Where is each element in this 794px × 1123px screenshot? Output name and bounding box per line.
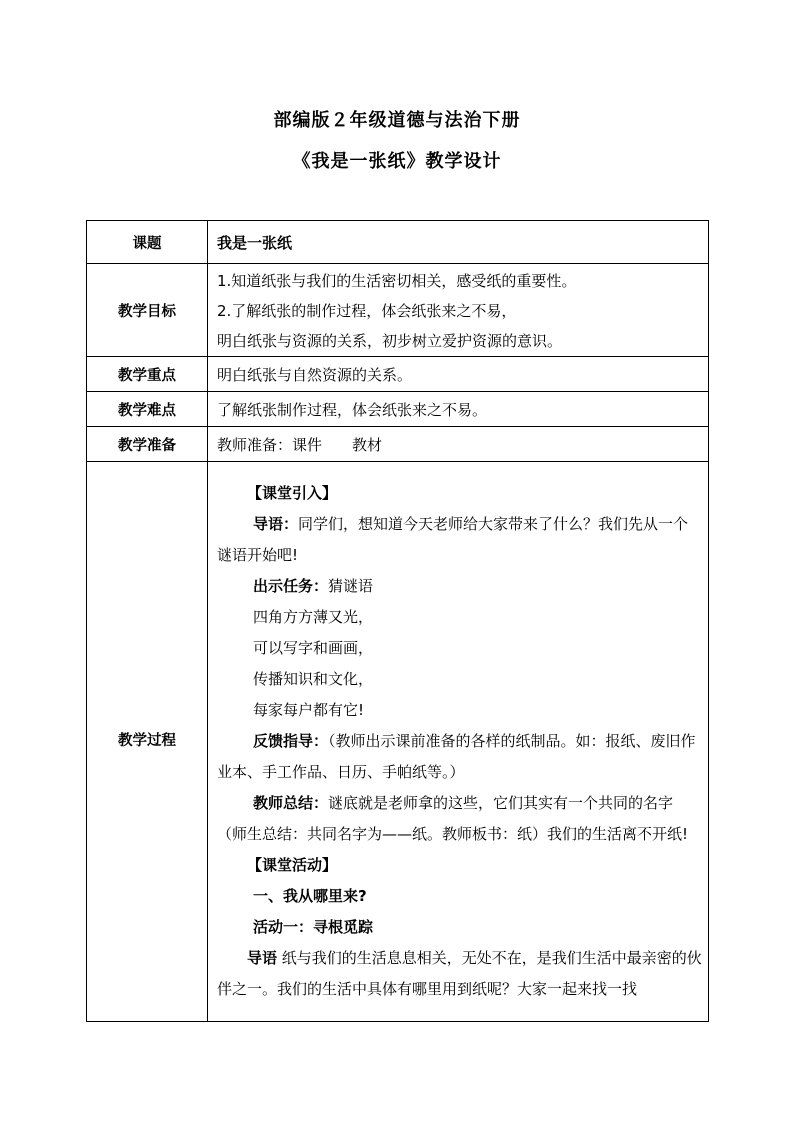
summary-text: 谜底就是老师拿的这些，它们其实有一个共同的名字（师生总结：共同名字为——纸。教师板书：纸）我们的生活离不开纸! bbox=[217, 794, 689, 843]
goal-line: 明白纸张与资源的关系，初步树立爱护资源的意识。 bbox=[217, 332, 563, 350]
activity-heading: 【课堂活动】 bbox=[247, 856, 338, 874]
task-text: 猜谜语 bbox=[328, 577, 374, 595]
lesson-plan-table bbox=[86, 220, 709, 1022]
guide-text: 同学们，想知道今天老师给大家带来了什么？我们先从一个谜语开始吧! bbox=[217, 515, 689, 564]
table-row-difficulty bbox=[87, 392, 709, 427]
guide2-text: 纸与我们的生活息息相关，无处不在，是我们生活中最亲密的伙伴之一。我们的生活中具体有哪里用到纸呢？大家一起来找一找 bbox=[217, 949, 702, 998]
summary-paragraph bbox=[217, 788, 702, 850]
task-paragraph bbox=[217, 571, 702, 602]
riddle-line: 每家每户都有它! bbox=[253, 701, 365, 719]
table-row-goals bbox=[87, 264, 709, 357]
guide-paragraph bbox=[217, 509, 702, 571]
guide2-paragraph bbox=[217, 943, 702, 1005]
goals-label: 教学目标 bbox=[87, 264, 208, 357]
table-row-preparation bbox=[87, 427, 709, 462]
feedback-text: （教师出示课前准备的各样的纸制品。如：报纸、废旧作业本、手工作品、日历、手帕纸等。） bbox=[217, 732, 696, 781]
process-content bbox=[208, 462, 709, 1022]
document-subtitle: 《我是一张纸》教学设计 bbox=[292, 151, 502, 172]
difficulty-label: 教学难点 bbox=[87, 392, 208, 427]
process-label: 教学过程 bbox=[87, 462, 208, 1022]
guide-label: 导语： bbox=[253, 515, 299, 533]
goal-line: 1.知道纸张与我们的生活密切相关，感受纸的重要性。 bbox=[217, 272, 577, 290]
preparation-value: 教师准备：课件 教材 bbox=[208, 427, 709, 462]
key-point-label: 教学重点 bbox=[87, 357, 208, 392]
feedback-label: 反馈指导： bbox=[253, 732, 329, 750]
goals-content bbox=[208, 264, 709, 357]
difficulty-value: 了解纸张制作过程，体会纸张来之不易。 bbox=[208, 392, 709, 427]
topic-label: 课题 bbox=[87, 221, 208, 264]
topic-value: 我是一张纸 bbox=[208, 221, 709, 264]
key-point-value: 明白纸张与自然资源的关系。 bbox=[208, 357, 709, 392]
guide2-label: 导语 bbox=[247, 949, 278, 967]
activity-title: 活动一：寻根觅踪 bbox=[253, 918, 374, 936]
feedback-paragraph bbox=[217, 726, 702, 788]
preparation-label: 教学准备 bbox=[87, 427, 208, 462]
table-row-key-point bbox=[87, 357, 709, 392]
riddle-line: 四角方方薄又光， bbox=[253, 608, 374, 626]
table-row-process bbox=[87, 462, 709, 1022]
section-heading: 一、我从哪里来? bbox=[253, 887, 367, 905]
summary-label: 教师总结： bbox=[253, 794, 329, 812]
riddle-line: 传播知识和文化， bbox=[253, 670, 374, 688]
riddle-line: 可以写字和画画， bbox=[253, 639, 374, 657]
task-label: 出示任务： bbox=[253, 577, 329, 595]
table-row-topic bbox=[87, 221, 709, 264]
intro-heading: 【课堂引入】 bbox=[247, 484, 338, 502]
goal-line: 2.了解纸张的制作过程，体会纸张来之不易， bbox=[217, 302, 517, 320]
document-title: 部编版２年级道德与法治下册 bbox=[273, 110, 521, 131]
